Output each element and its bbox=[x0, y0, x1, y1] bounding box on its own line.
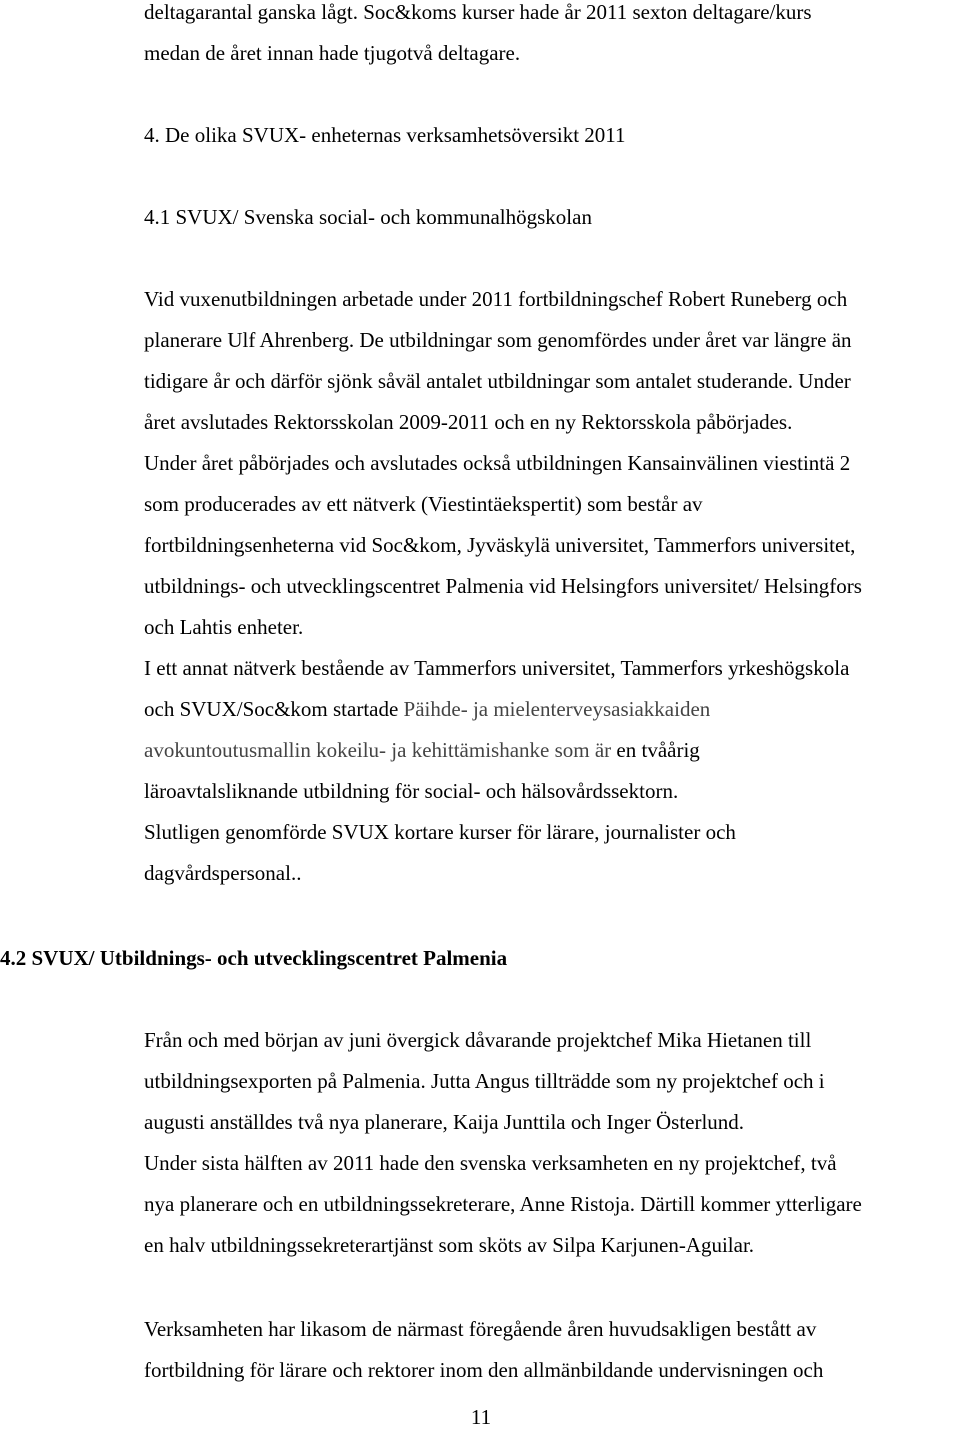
paragraph-line: Under året påbörjades och avslutades också utbildningen Kansainvälinen viestintä 2 bbox=[144, 451, 851, 475]
paragraph-line: året avslutades Rektorsskolan 2009-2011 och en ny Rektorsskola påbörjades. bbox=[144, 410, 793, 434]
paragraph-line: Under sista hälften av 2011 hade den svenska verksamheten en ny projektchef, två bbox=[144, 1151, 837, 1175]
text-run: och SVUX/Soc&kom startade bbox=[144, 697, 404, 721]
section-4-1-heading bbox=[144, 197, 959, 238]
section-4-heading-text: 4. De olika SVUX- enheternas verksamhetsöversikt 2011 bbox=[144, 123, 626, 147]
intro-line: deltagarantal ganska lågt. Soc&koms kurser hade år 2011 sexton deltagare/kurs bbox=[144, 0, 812, 24]
page-number bbox=[0, 1405, 960, 1429]
paragraph-line bbox=[144, 730, 959, 771]
paragraph-line: fortbildning för lärare och rektorer inom den allmänbildande undervisningen och bbox=[144, 1358, 824, 1382]
paragraph-line: Vid vuxenutbildningen arbetade under 2011 fortbildningschef Robert Runeberg och bbox=[144, 287, 848, 311]
section-4-2-heading-text: 4.2 SVUX/ Utbildnings- och utvecklingscentret Palmenia bbox=[0, 946, 508, 970]
paragraph-line: planerare Ulf Ahrenberg. De utbildningar som genomfördes under året var längre än bbox=[144, 328, 852, 352]
paragraph-line: en halv utbildningssekreterartjänst som sköts av Silpa Karjunen-Aguilar. bbox=[144, 1233, 755, 1257]
intro-paragraph bbox=[144, 0, 959, 74]
paragraph-line: läroavtalsliknande utbildning för social- och hälsovårdssektorn. bbox=[144, 779, 679, 803]
paragraph-line: tidigare år och därför sjönk såväl antalet utbildningar som antalet studerande. Under bbox=[144, 369, 851, 393]
paragraph-line: Slutligen genomförde SVUX kortare kurser för lärare, journalister och bbox=[144, 820, 736, 844]
page-number-text: 11 bbox=[470, 1405, 492, 1429]
section-4-1-heading-text: 4.1 SVUX/ Svenska social- och kommunalhögskolan bbox=[144, 205, 592, 229]
paragraph-line: utbildnings- och utvecklingscentret Palmenia vid Helsingfors universitet/ Helsingfors bbox=[144, 574, 862, 598]
paragraph-line: fortbildningsenheterna vid Soc&kom, Jyväskylä universitet, Tammerfors universitet, bbox=[144, 533, 856, 557]
paragraph-line: nya planerare och en utbildningssekreterare, Anne Ristoja. Därtill kommer ytterligare bbox=[144, 1192, 862, 1216]
intro-line: medan de året innan hade tjugotvå deltagare. bbox=[144, 41, 521, 65]
paragraph-line: utbildningsexporten på Palmenia. Jutta Angus tillträdde som ny projektchef och i bbox=[144, 1069, 825, 1093]
paragraph-line: Från och med början av juni övergick dåvarande projektchef Mika Hietanen till bbox=[144, 1028, 812, 1052]
paragraph-line: som producerades av ett nätverk (Viestintäekspertit) som består av bbox=[144, 492, 703, 516]
paragraph-line: augusti anställdes två nya planerare, Kaija Junttila och Inger Österlund. bbox=[144, 1110, 745, 1134]
text-run: en tvåårig bbox=[616, 738, 700, 762]
section-4-1-paragraph bbox=[144, 279, 959, 894]
paragraph-line: och Lahtis enheter. bbox=[144, 615, 304, 639]
section-4-2-paragraph-1 bbox=[144, 1020, 959, 1266]
finnish-project-title: avokuntoutusmallin kokeilu- ja kehittämishanke som är bbox=[144, 738, 617, 762]
section-4-2-paragraph-2 bbox=[144, 1309, 959, 1391]
paragraph-line bbox=[144, 689, 959, 730]
section-4-2-heading bbox=[0, 938, 507, 979]
paragraph-line: Verksamheten har likasom de närmast föregående åren huvudsakligen bestått av bbox=[144, 1317, 817, 1341]
finnish-project-title: Päihde- ja mielenterveysasiakkaiden bbox=[403, 697, 711, 721]
paragraph-line: dagvårdspersonal.. bbox=[144, 861, 302, 885]
section-4-heading bbox=[144, 115, 959, 156]
paragraph-line: I ett annat nätverk bestående av Tammerfors universitet, Tammerfors yrkeshögskola bbox=[144, 656, 850, 680]
